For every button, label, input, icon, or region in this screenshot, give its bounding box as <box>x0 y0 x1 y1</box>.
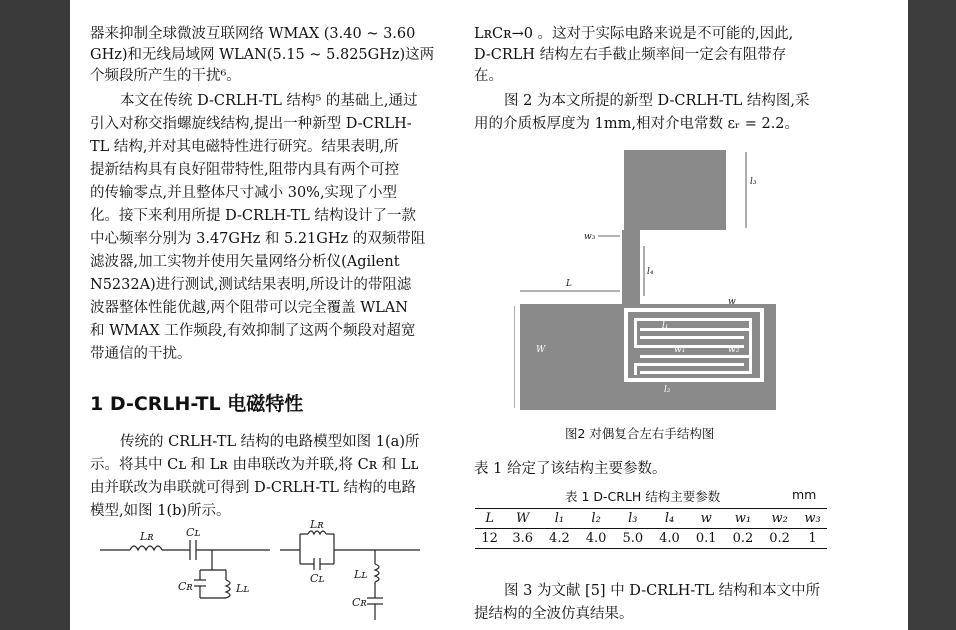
dim-l3: l₃ <box>750 177 757 187</box>
table-header-cell: l₃ <box>614 509 651 529</box>
dim-L: L <box>566 279 572 289</box>
figure-2-caption: 图2 对偶复合左右手结构图 <box>565 426 715 441</box>
viewer-side-panel <box>908 0 956 630</box>
text-line: 提结构的全波仿真结果。 <box>474 606 634 622</box>
table-header-cell: w₃ <box>798 509 827 529</box>
text-line: 和 WMAX 工作频段,有效抑制了这两个频段对超宽 <box>90 323 416 339</box>
text-line: 示。将其中 Cʟ 和 Lʀ 由串联改为并联,将 Cʀ 和 Lʟ <box>90 457 419 473</box>
table-header-cell: l₄ <box>651 509 688 529</box>
text-line: 个频段所产生的干扰⁶。 <box>90 68 241 84</box>
label-b-CL: Cʟ <box>310 572 325 585</box>
text-line: GHz)和无线局域网 WLAN(5.15 ~ 5.825GHz)这两 <box>90 47 435 63</box>
text-line: 图 2 为本文所提的新型 D-CRLH-TL 结构图,采 <box>504 93 810 109</box>
dim-l1: l₁ <box>662 321 669 331</box>
table-header-cell: w <box>688 509 725 529</box>
label-b-LL: Lʟ <box>354 568 368 581</box>
dim-W: W <box>536 345 546 355</box>
text-line: 用的介质板厚度为 1mm,相对介电常数 εᵣ = 2.2。 <box>474 116 800 132</box>
text-line: N5232A)进行测试,测试结果表明,所设计的带阻滤 <box>90 277 412 293</box>
dim-l4: l₄ <box>647 267 654 277</box>
dim-w: w <box>728 297 736 307</box>
text-line: 的传输零点,并且整体尺寸减小 30%,实现了小型 <box>90 185 398 201</box>
section-heading: 1 D-CRLH-TL 电磁特性 <box>90 393 304 415</box>
label-b-LR: Lʀ <box>310 520 324 531</box>
table-cell: 4.2 <box>549 531 570 546</box>
table-header-cell: W <box>504 509 541 529</box>
text-line: 在。 <box>474 68 503 84</box>
dim-l2: l₂ <box>664 385 671 395</box>
table-row <box>475 529 827 549</box>
label-a-CR: Cʀ <box>178 580 193 593</box>
text-line: 器来抑制全球微波互联网络 WMAX (3.40 ~ 3.60 <box>90 26 416 42</box>
parameter-table <box>475 508 827 549</box>
text-line: D-CRLH 结构左右手截止频率间一定会有阻带存 <box>474 47 787 63</box>
table-header-cell: l₂ <box>578 509 615 529</box>
dim-w1: w₁ <box>674 345 686 355</box>
table-cell: 1 <box>808 531 817 546</box>
table-header-cell: l₁ <box>541 509 578 529</box>
table-cell: 5.0 <box>622 531 644 546</box>
text-line: 滤波器,加工实物并使用矢量网络分析仪(Agilent <box>90 254 400 270</box>
text-line: LʀCʀ→0 。这对于实际电路来说是不可能的,因此, <box>474 26 794 42</box>
document-page <box>70 0 908 630</box>
label-a-LR: Lʀ <box>140 530 154 543</box>
table-header-cell: w₁ <box>725 509 762 529</box>
label-a-LL: Lʟ <box>236 582 250 595</box>
top-patch <box>624 150 726 230</box>
text-line: 提新结构具有良好阻带特性,阻带内具有两个可控 <box>90 162 400 178</box>
label-b-CR: Cʀ <box>352 596 367 609</box>
table-cell: 0.2 <box>732 531 754 546</box>
table-cell: 3.6 <box>512 531 534 546</box>
stub-line <box>622 230 640 302</box>
dim-w2: w₂ <box>728 345 740 355</box>
figure-1-circuits <box>90 520 430 630</box>
table-header-row <box>475 509 827 529</box>
table-unit: mm <box>792 487 817 502</box>
text-line: 引入对称交指螺旋线结构,提出一种新型 D-CRLH- <box>90 116 412 132</box>
table-cell: 4.0 <box>585 531 607 546</box>
text-line: TL 结构,并对其电磁特性进行研究。结果表明,所 <box>90 139 399 155</box>
dim-w3: w₃ <box>584 232 596 242</box>
text-line: 化。接下来利用所提 D-CRLH-TL 结构设计了一款 <box>90 208 416 224</box>
text-line: 带通信的干扰。 <box>90 346 192 362</box>
table-caption: 表 1 D-CRLH 结构主要参数 <box>565 489 721 504</box>
text-line: 模型,如图 1(b)所示。 <box>90 503 231 519</box>
text-line: 波器整体性能优越,两个阻带可以完全覆盖 WLAN <box>90 300 408 316</box>
table-cell: 0.2 <box>769 531 790 546</box>
label-a-CL: Cʟ <box>186 526 201 539</box>
text-line: 传统的 CRLH-TL 结构的电路模型如图 1(a)所 <box>120 434 420 450</box>
table-cell: 0.1 <box>695 531 717 546</box>
text-line: 图 3 为文献 [5] 中 D-CRLH-TL 结构和本文中所 <box>504 583 821 599</box>
text-line: 本文在传统 D-CRLH-TL 结构⁵ 的基础上,通过 <box>120 93 418 109</box>
text-line: 由并联改为串联就可得到 D-CRLH-TL 结构的电路 <box>90 480 416 496</box>
table-header-cell: w₂ <box>761 509 798 529</box>
table-cell: 12 <box>481 531 498 546</box>
table-header-cell: L <box>475 509 504 529</box>
table-cell: 4.0 <box>659 531 680 546</box>
text-line: 中心频率分别为 3.47GHz 和 5.21GHz 的双频带阻 <box>90 231 426 247</box>
table-intro: 表 1 给定了该结构主要参数。 <box>474 461 667 477</box>
figure-2-structure <box>514 146 784 414</box>
